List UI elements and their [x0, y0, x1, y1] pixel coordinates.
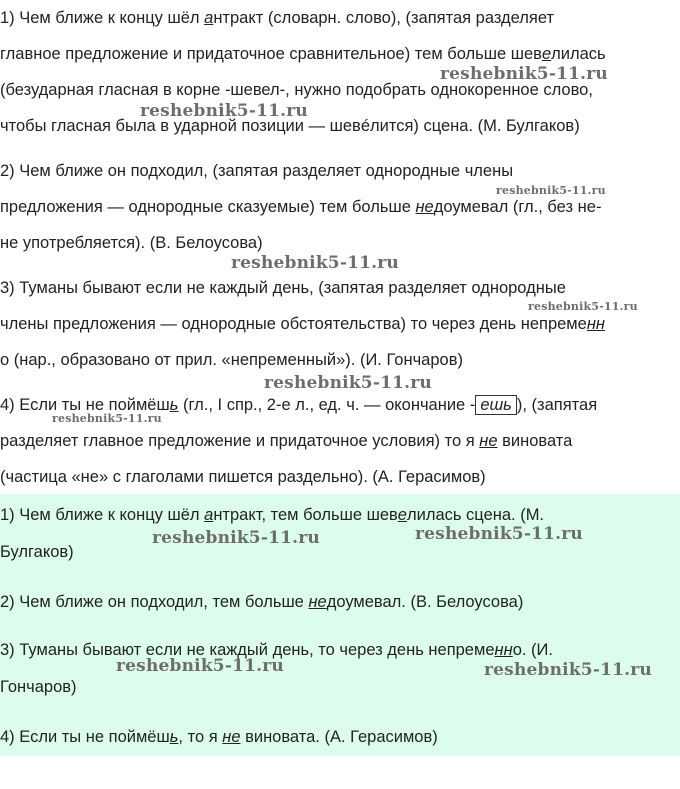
answer-line-1b: Булгаков) [0, 543, 74, 561]
watermark: reshebnik5-11.ru [264, 373, 432, 393]
text: 4) Если ты не поймёш [0, 396, 170, 414]
text: разделяет главное предложение и придаточное условия) то я [0, 432, 480, 450]
inserted-letter: не [308, 593, 327, 611]
text: виновата. (А. Герасимов) [240, 728, 438, 746]
answer-line-4 [0, 727, 438, 747]
text: лилась [551, 45, 606, 63]
text-line-1 [0, 8, 554, 28]
inserted-letter: ь [169, 396, 179, 414]
text: доумевал (гл., без не- [433, 198, 602, 216]
text-line-7: не употребляется). (В. Белоусова) [0, 234, 263, 252]
text: нтракт (словарн. слово), (запятая разделяет [213, 9, 555, 27]
text-line-6 [0, 197, 601, 217]
text: 1) Чем ближе к концу шёл [0, 506, 205, 524]
text-line-9 [0, 314, 605, 334]
watermark: reshebnik5-11.ru [52, 412, 162, 425]
text: доумевал. (В. Белоусова) [326, 593, 524, 611]
inserted-letter: е [541, 45, 552, 63]
watermark: reshebnik5-11.ru [496, 184, 606, 197]
inserted-letter: не [415, 198, 434, 216]
text: ), (запятая [516, 396, 598, 414]
watermark: reshebnik5-11.ru [116, 656, 284, 676]
inserted-letter: нн [586, 315, 605, 333]
watermark: reshebnik5-11.ru [152, 528, 320, 548]
text-line-13: (частица «не» с глаголами пишется раздельно). (А. Герасимов) [0, 468, 486, 486]
inserted-letter: а [204, 506, 214, 524]
text: , то я [178, 728, 223, 746]
inserted-letter: не [479, 432, 498, 450]
text-line-8: 3) Туманы бывают если не каждый день, (запятая разделяет однородные [0, 279, 566, 297]
inserted-letter: ь [169, 728, 179, 746]
text: члены предложения — однородные обстоятельства) то через день непреме [0, 315, 587, 333]
text: виновата [497, 432, 573, 450]
text-line-2 [0, 44, 606, 64]
answer-line-2 [0, 592, 523, 612]
watermark: reshebnik5-11.ru [440, 64, 608, 84]
text: предложения — однородные сказуемые) тем больше [0, 198, 416, 216]
text-line-5: 2) Чем ближе он подходил, (запятая разделяет однородные члены [0, 162, 514, 180]
text: о. (И. [512, 641, 553, 659]
text: 4) Если ты не поймёш [0, 728, 170, 746]
text-line-3: (безударная гласная в корне -шевел-, нужно подобрать однокоренное слово, [0, 81, 593, 99]
watermark: reshebnik5-11.ru [231, 253, 399, 273]
inserted-letter: не [222, 728, 241, 746]
text-line-12 [0, 431, 572, 451]
text: главное предложение и придаточное сравнительное) тем больше шев [0, 45, 542, 63]
text-line-10: о (нар., образовано от прил. «непременный»). (И. Гончаров) [0, 351, 463, 369]
text: (гл., I спр., 2-е л., ед. ч. — окончание - [178, 396, 476, 414]
ending-box: ешь [475, 395, 517, 415]
text: 2) Чем ближе он подходил, тем больше [0, 593, 309, 611]
watermark: reshebnik5-11.ru [140, 101, 308, 121]
inserted-letter: нн [494, 641, 513, 659]
answer-line-3b: Гончаров) [0, 678, 77, 696]
watermark: reshebnik5-11.ru [484, 660, 652, 680]
answer-line-1 [0, 505, 544, 525]
text: лилась сцена. (М. [406, 506, 545, 524]
inserted-letter: а [204, 9, 214, 27]
inserted-letter: е [397, 506, 407, 524]
text-line-4: чтобы гласная была в ударной позиции — шевéлится) сцена. (М. Булгаков) [0, 117, 580, 135]
text: 1) Чем ближе к концу шёл [0, 9, 205, 27]
text: нтракт, тем больше шев [213, 506, 398, 524]
watermark: reshebnik5-11.ru [528, 300, 638, 313]
text: 3) Туманы бывают если не каждый день, то через день непреме [0, 641, 495, 659]
watermark: reshebnik5-11.ru [415, 524, 583, 544]
